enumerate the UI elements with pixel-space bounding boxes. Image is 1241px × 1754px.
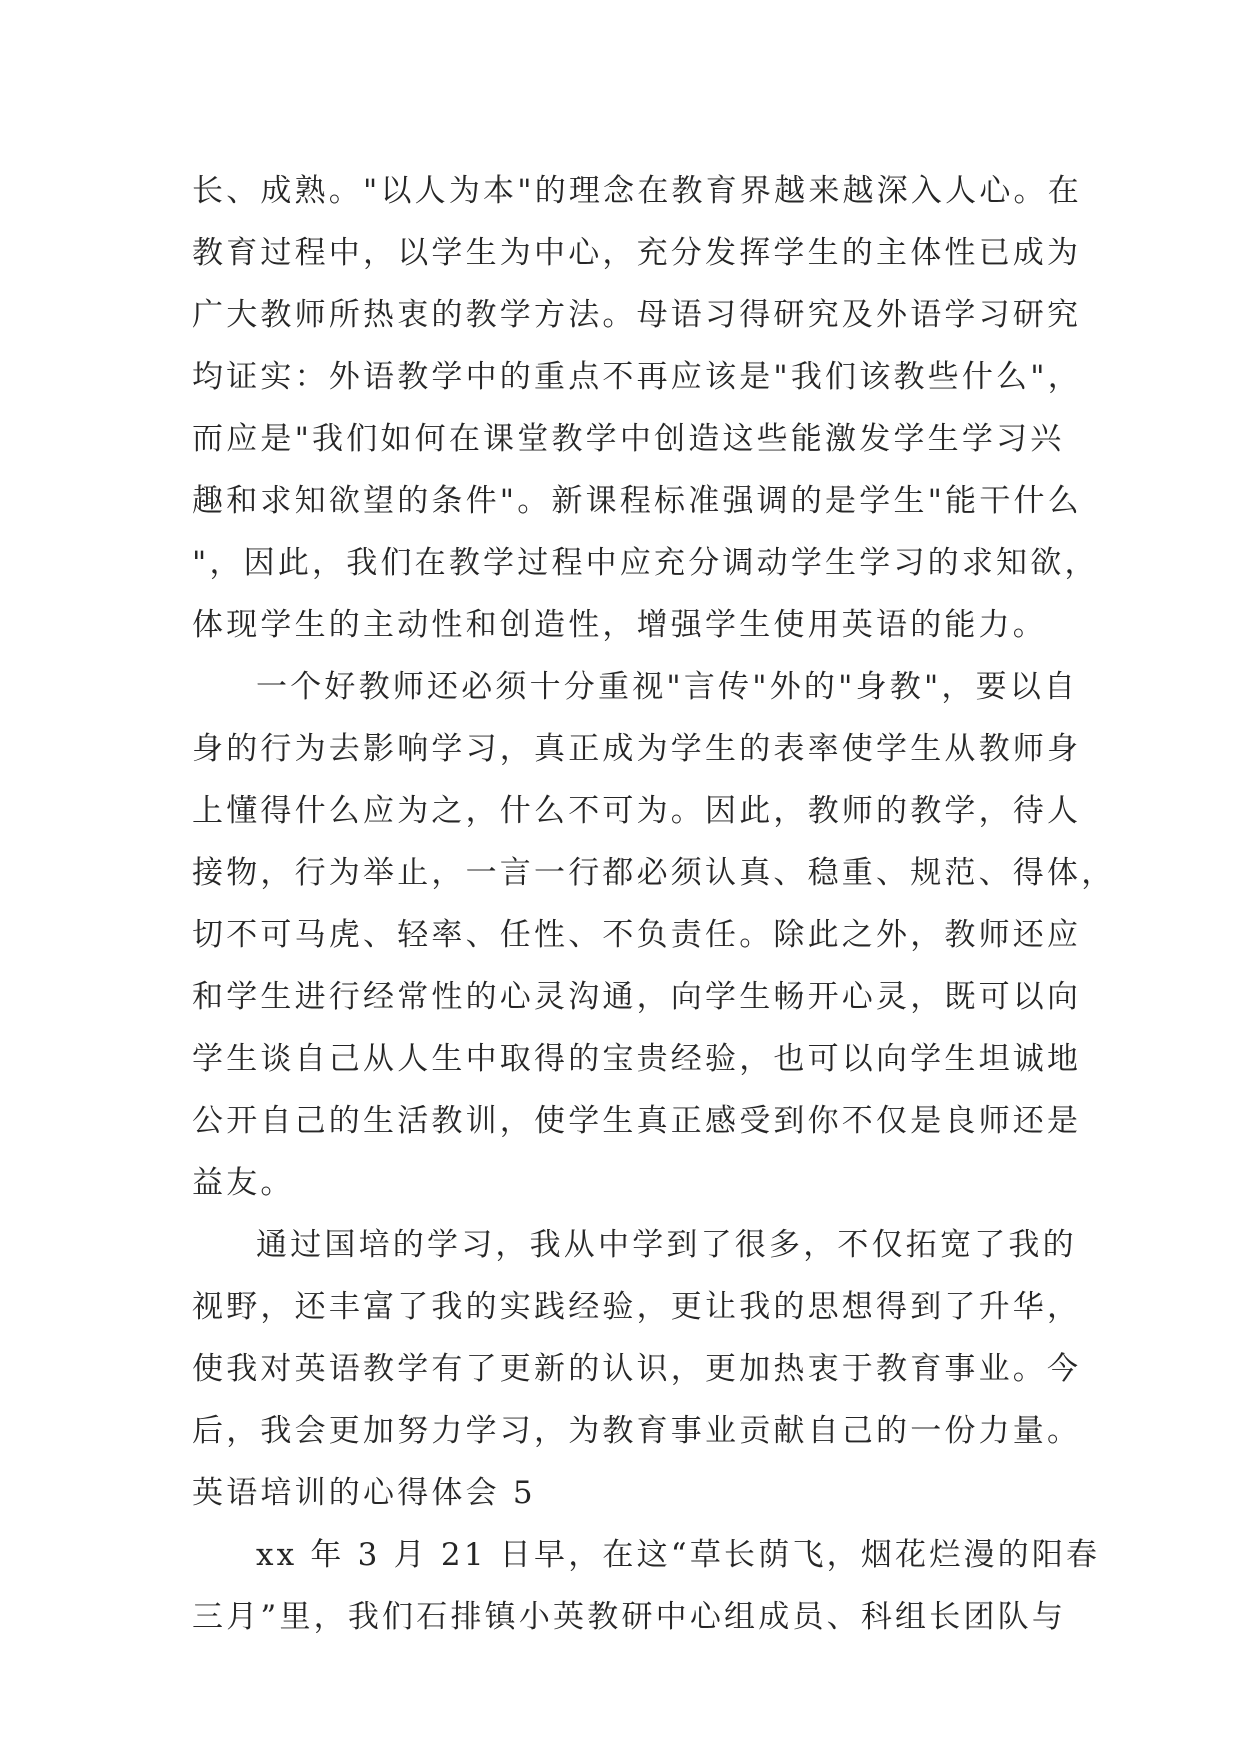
text-line: 上懂得什么应为之，什么不可为。因此，教师的教学，待人: [192, 793, 1082, 829]
text-line: 视野，还丰富了我的实践经验，更让我的思想得到了升华，: [192, 1289, 1082, 1325]
text-line: 广大教师所热衷的教学方法。母语习得研究及外语学习研究: [192, 297, 1082, 333]
text-line: 教育过程中，以学生为中心，充分发挥学生的主体性已成为: [192, 235, 1082, 271]
text-line: "，因此，我们在教学过程中应充分调动学生学习的求知欲，: [192, 545, 1099, 581]
text-line: 后，我会更加努力学习，为教育事业贡献自己的一份力量。: [192, 1413, 1082, 1449]
section-heading: 英语培训的心得体会 5: [192, 1475, 536, 1511]
paragraph-first-line: 通过国培的学习，我从中学到了很多，不仅拓宽了我的: [256, 1227, 1077, 1263]
text-line: 体现学生的主动性和创造性，增强学生使用英语的能力。: [192, 607, 1047, 643]
text-line: 三月”里，我们石排镇小英教研中心组成员、科组长团队与: [192, 1599, 1067, 1635]
text-line: 公开自己的生活教训，使学生真正感受到你不仅是良师还是: [192, 1103, 1082, 1139]
text-line: 长、成熟。"以人为本"的理念在教育界越来越深入人心。在: [192, 173, 1082, 209]
text-line: 趣和求知欲望的条件"。新课程标准强调的是学生"能干什么: [192, 483, 1082, 519]
text-line: 使我对英语教学有了更新的认识，更加热衷于教育事业。今: [192, 1351, 1082, 1387]
text-line: 学生谈自己从人生中取得的宝贵经验，也可以向学生坦诚地: [192, 1041, 1082, 1077]
paragraph-first-line: xx 年 3 月 21 日早，在这“草长荫飞，烟花烂漫的阳春: [256, 1537, 1101, 1573]
text-line: 身的行为去影响学习，真正成为学生的表率使学生从教师身: [192, 731, 1082, 767]
text-line: 均证实：外语教学中的重点不再应该是"我们该教些什么"，: [192, 359, 1082, 395]
text-line: 益友。: [192, 1165, 295, 1201]
document-body: [192, 160, 1116, 1648]
text-line: 而应是"我们如何在课堂教学中创造这些能激发学生学习兴: [192, 421, 1065, 457]
text-line: 接物，行为举止，一言一行都必须认真、稳重、规范、得体，: [192, 855, 1116, 891]
paragraph-first-line: 一个好教师还必须十分重视"言传"外的"身教"，要以自: [256, 669, 1079, 705]
text-line: 切不可马虎、轻率、任性、不负责任。除此之外，教师还应: [192, 917, 1082, 953]
text-line: 和学生进行经常性的心灵沟通，向学生畅开心灵，既可以向: [192, 979, 1082, 1015]
